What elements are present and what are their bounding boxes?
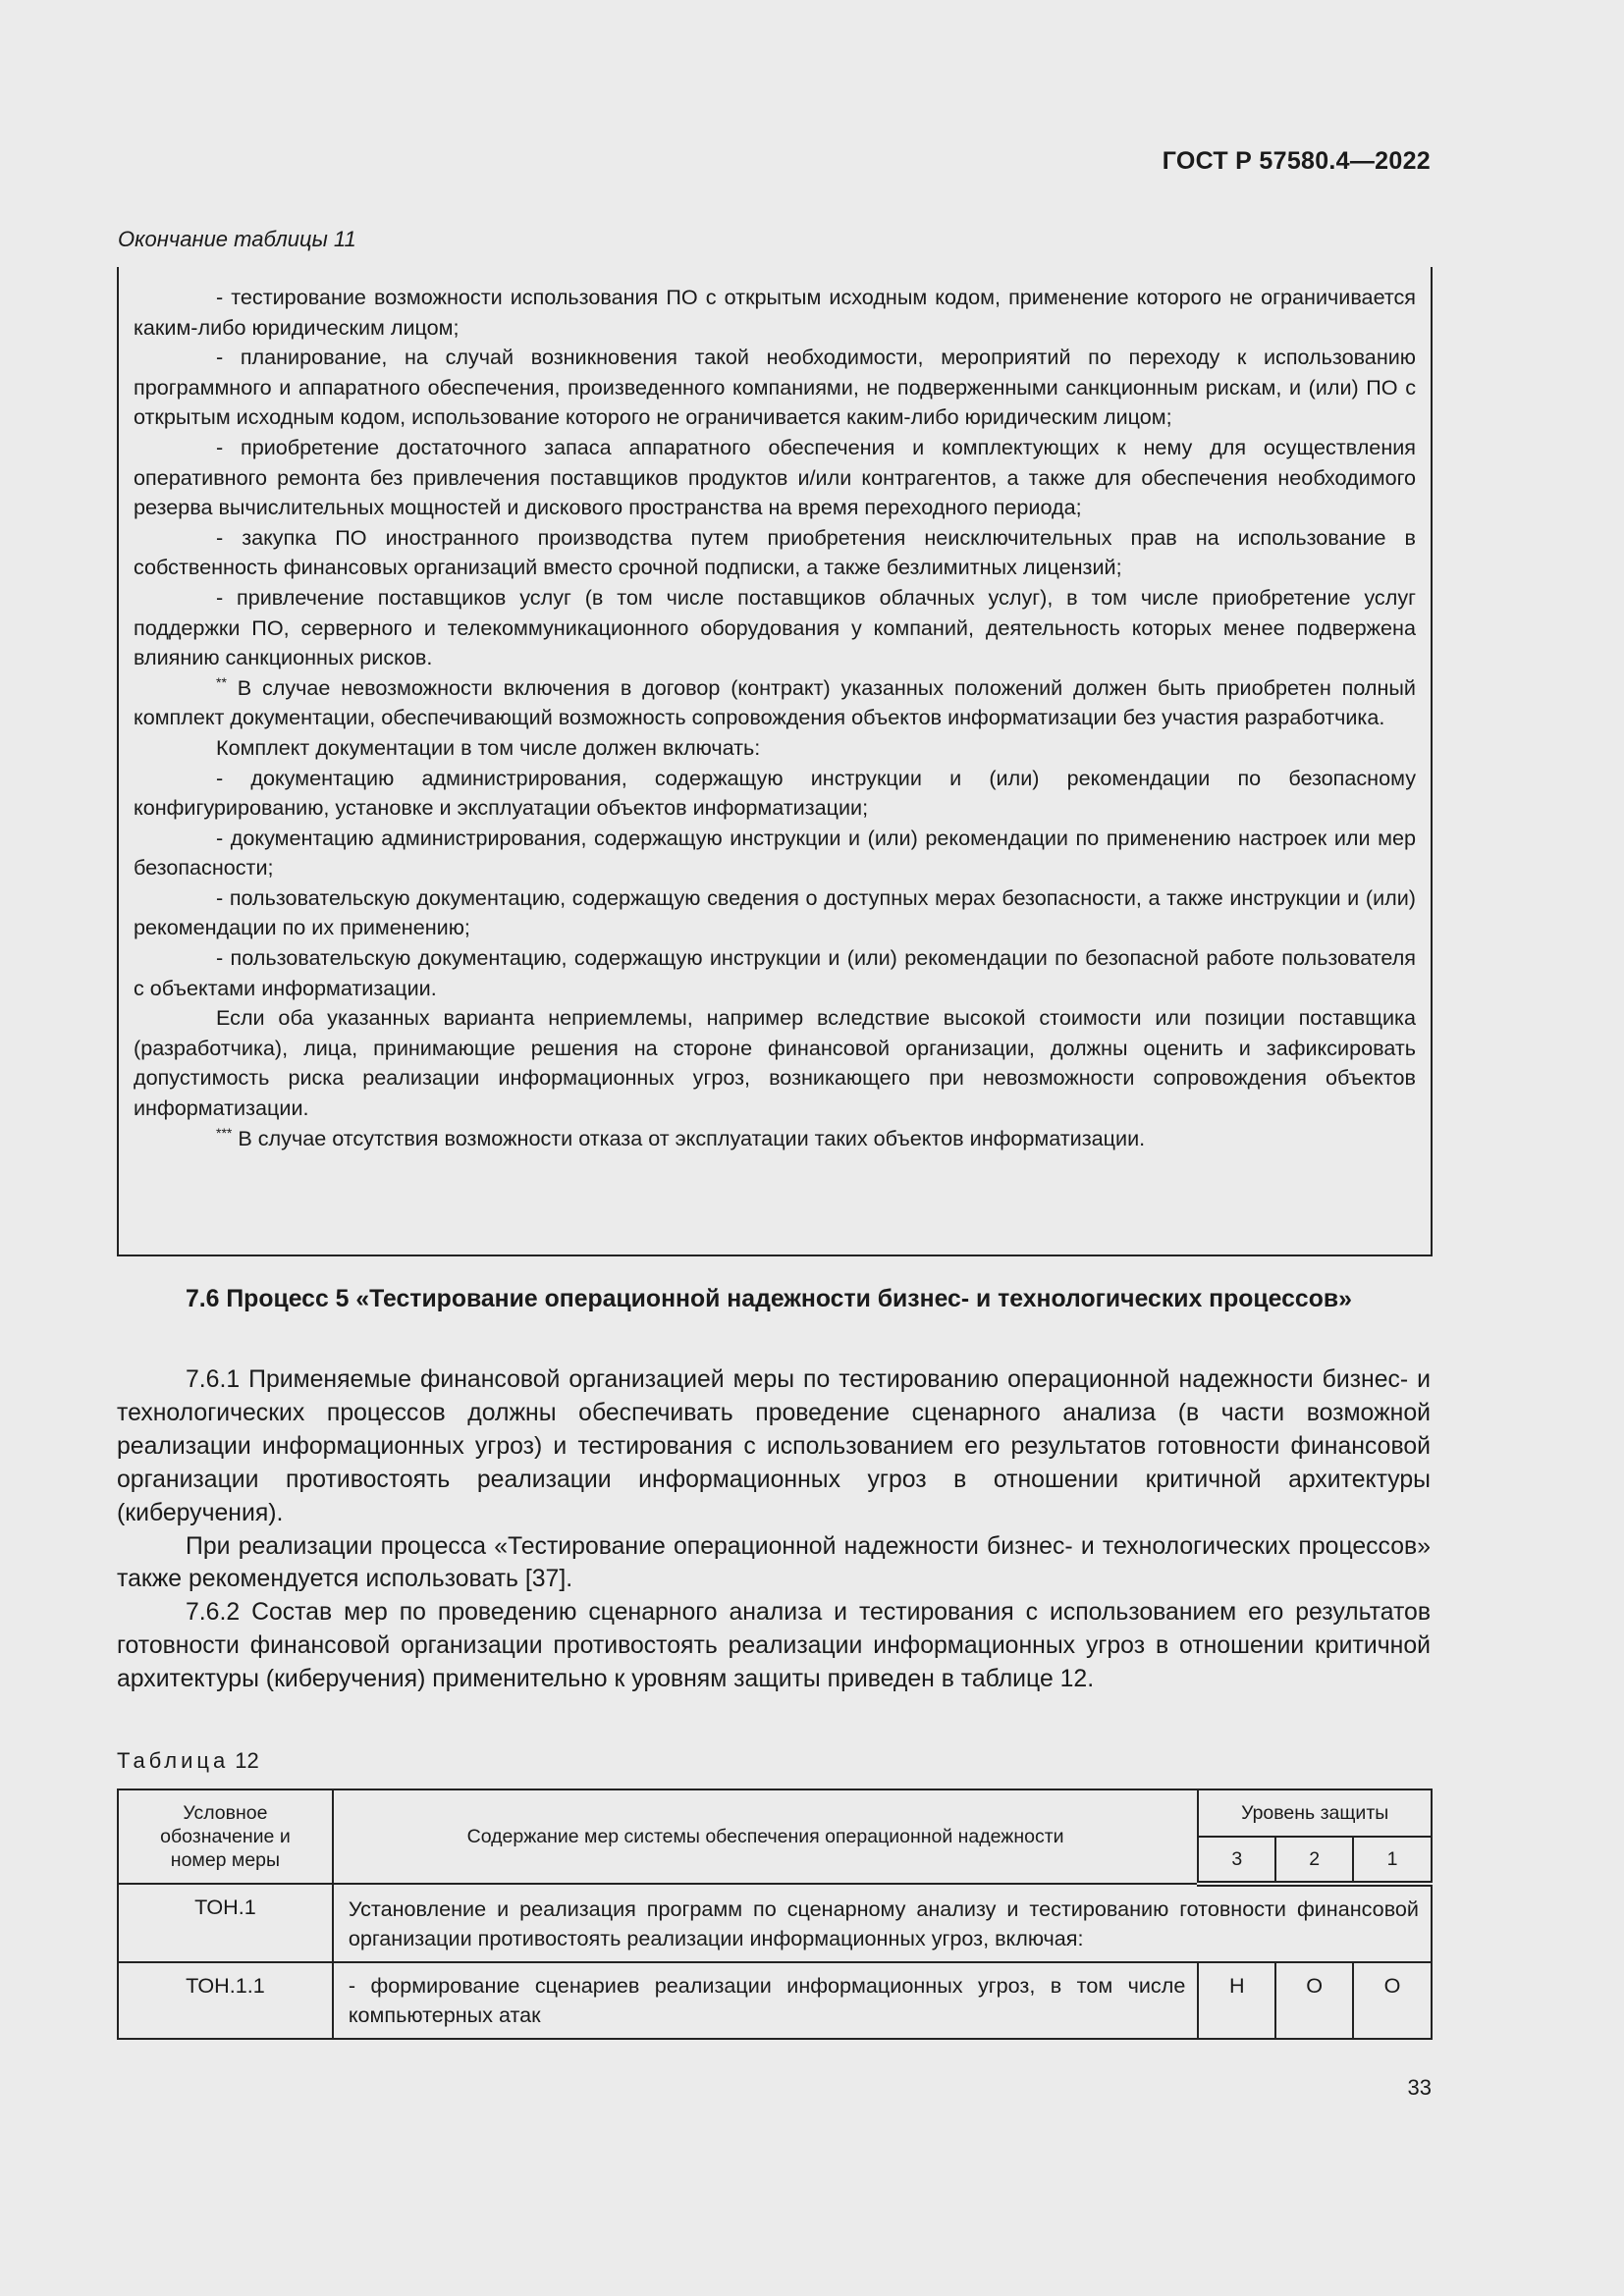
table-caption	[117, 1748, 259, 1774]
header-level-3: 3	[1198, 1837, 1275, 1884]
footnote-text: В случае отсутствия возможности отказа от эксплуатации таких объектов информатизации.	[232, 1125, 1146, 1150]
note-paragraph: - закупка ПО иностранного производства путем приобретения неисключительных прав на использование в собственность финансовых организаций вместо срочной подписки, а также безлимитных лицензий;	[134, 524, 1416, 580]
header-level: Уровень защиты	[1198, 1789, 1432, 1837]
footnote-text: В случае невозможности включения в договор (контракт) указанных положений должен быть приобретен полный комплект документации, обеспечивающий возможность сопровождения объектов информатизации без участия разработчика.	[134, 674, 1416, 730]
footnote-mark: ***	[216, 1124, 233, 1141]
table-header-row	[118, 1789, 1432, 1837]
docs-item: - пользовательскую документацию, содержащую сведения о доступных мерах безопасности, а также инструкции и (или) рекомендации по их применению;	[134, 884, 1416, 940]
section-body	[117, 1363, 1431, 1696]
note-paragraph: - привлечение поставщиков услуг (в том числе поставщиков облачных услуг), в том числе приобретение услуг поддержки ПО, серверного и телекоммуникационного оборудования у компаний, деятельность которых менее подвержена влиянию санкционных рисков.	[134, 584, 1416, 670]
table-caption-number: 12	[235, 1748, 259, 1773]
section-heading: 7.6 Процесс 5 «Тестирование операционной надежности бизнес- и технологических процессов»	[186, 1286, 1352, 1312]
footnote-mark: **	[216, 673, 227, 690]
body-paragraph: При реализации процесса «Тестирование операционной надежности бизнес- и технологических процессов» также рекомендуется использовать [37].	[117, 1532, 1431, 1593]
row-level-2: О	[1275, 1962, 1353, 2039]
footnote-double-star	[134, 673, 1416, 733]
closing-paragraph: Если оба указанных варианта неприемлемы, например вследствие высокой стоимости или позиции поставщика (разработчика), лица, принимающие решения на стороне финансовой организации, должны оценить и зафиксировать допустимость риска реализации информационных угроз, возникающего при невозможности сопровождения объектов информатизации.	[134, 1005, 1416, 1121]
table-11-notes	[117, 267, 1433, 1256]
docs-intro: Комплект документации в том числе должен включать:	[216, 734, 761, 760]
row-level-3: Н	[1198, 1962, 1275, 2039]
table-row	[118, 1962, 1432, 2039]
document-code: ГОСТ Р 57580.4—2022	[1162, 147, 1431, 175]
body-paragraph: 7.6.1 Применяемые финансовой организацией меры по тестированию операционной надежности бизнес- и технологических процессов должны обеспечивать проведение сценарного анализа (в части возможной реализации информационных угроз) и тестирования с использованием его результатов готовности финансовой организации противостоять реализации информационных угроз в отношении критичной архитектуры (киберучения).	[117, 1366, 1431, 1526]
note-paragraph: - приобретение достаточного запаса аппаратного обеспечения и комплектующих к нему для осуществления оперативного ремонта без привлечения поставщиков продуктов и/или контрагентов, а также для обеспечения необходимого резерва вычислительных мощностей и дискового пространства на время переходного периода;	[134, 434, 1416, 520]
docs-item: - документацию администрирования, содержащую инструкции и (или) рекомендации по безопасному конфигурированию, установке и эксплуатации объектов информатизации;	[134, 765, 1416, 821]
header-code: Условное обозначение и номер меры	[118, 1789, 333, 1884]
footnote-triple-star	[134, 1124, 1416, 1154]
row-content: Установление и реализация программ по сценарному анализу и тестированию готовности финансовой организации противостоять реализации информационных угроз, включая:	[333, 1884, 1432, 1962]
docs-item: - пользовательскую документацию, содержащую инструкции и (или) рекомендации по безопасной работе пользователя с объектами информатизации.	[134, 945, 1416, 1000]
table-continuation-label: Окончание таблицы 11	[118, 227, 356, 251]
header-level-1: 1	[1353, 1837, 1432, 1884]
docs-item: - документацию администрирования, содержащую инструкции и (или) рекомендации по применению настроек или мер безопасности;	[134, 825, 1416, 881]
note-paragraph: - тестирование возможности использования ПО с открытым исходным кодом, применение которого не ограничивается каким-либо юридическим лицом;	[134, 285, 1416, 340]
page-number: 33	[1407, 2075, 1432, 2100]
header-content: Содержание мер системы обеспечения операционной надежности	[333, 1789, 1198, 1884]
body-paragraph: 7.6.2 Состав мер по проведению сценарного анализа и тестирования с использованием его результатов готовности финансовой организации противостоять реализации информационных угроз в отношении критичной архитектуры (киберучения) применительно к уровням защиты приведен в таблице 12.	[117, 1599, 1431, 1693]
measures-table	[117, 1789, 1433, 2040]
row-content: - формирование сценариев реализации информационных угроз, в том числе компьютерных атак	[333, 1962, 1198, 2039]
table-caption-word: Таблица	[117, 1748, 230, 1773]
row-code: ТОН.1	[118, 1884, 333, 1962]
row-level-1: О	[1353, 1962, 1432, 2039]
table-row	[118, 1884, 1432, 1962]
note-paragraph: - планирование, на случай возникновения такой необходимости, мероприятий по переходу к использованию программного и аппаратного обеспечения, произведенного компаниями, не подверженными санкционным рискам, и (или) ПО с открытым исходным кодом, использование которого не ограничивается каким-либо юридическим лицом;	[134, 345, 1416, 430]
header-level-2: 2	[1275, 1837, 1353, 1884]
row-code: ТОН.1.1	[118, 1962, 333, 2039]
